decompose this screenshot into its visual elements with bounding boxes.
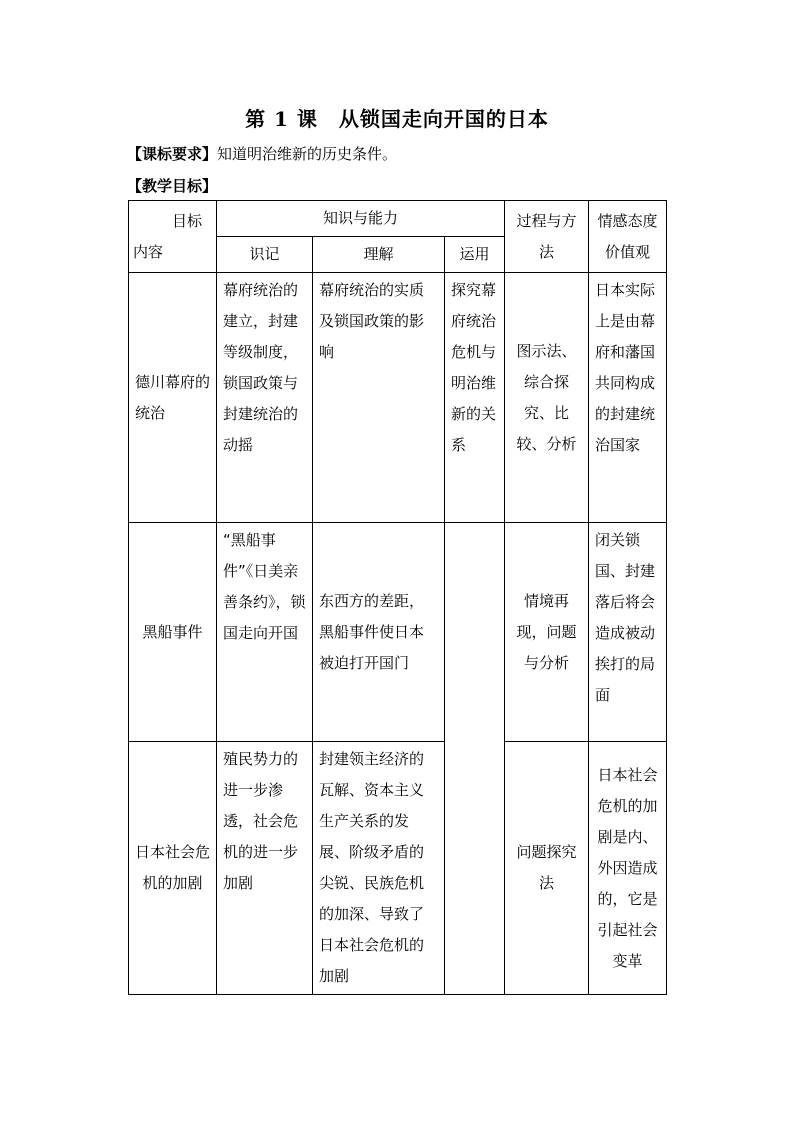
row-apply-empty	[445, 742, 505, 995]
curriculum-standard-text: 知道明治维新的历史条件。	[217, 145, 398, 163]
curriculum-standard	[127, 143, 397, 164]
row-content: 黑船事件	[129, 523, 217, 742]
row-process: 图示法、综合探究、比较、分析	[505, 273, 589, 523]
page-title: 第 1 课 从锁国走向开国的日本	[245, 107, 549, 131]
objectives-table	[128, 200, 667, 995]
row-process: 问题探究法	[505, 742, 589, 995]
row-content: 日本社会危机的加剧	[129, 742, 217, 995]
header-row-1	[129, 201, 667, 237]
row-understand: 幕府统治的实质及锁国政策的影响	[313, 273, 445, 523]
row-apply-empty	[445, 523, 505, 742]
row-content: 德川幕府的统治	[129, 273, 217, 523]
row-process: 情境再现，问题与分析	[505, 523, 589, 742]
curriculum-standard-label: 【课标要求】	[127, 145, 218, 163]
table-row	[129, 742, 667, 995]
row-emotion: 日本社会危机的加剧是内、外因造成的，它是引起社会变革	[589, 742, 667, 995]
table-row	[129, 273, 667, 523]
row-recall: 幕府统治的建立，封建等级制度，锁国政策与封建统治的动摇	[217, 273, 313, 523]
header-process-method: 过程与方法	[505, 201, 589, 273]
row-understand: 封建领主经济的瓦解、资本主义生产关系的发展、阶级矛盾的尖锐、民族危机的加深、导致了日本社会危机的加剧	[313, 742, 445, 995]
header-recall: 识记	[217, 237, 313, 273]
row-recall: 殖民势力的进一步渗透，社会危机的进一步加剧	[217, 742, 313, 995]
header-apply: 运用	[445, 237, 505, 273]
teaching-objectives-heading	[127, 175, 217, 196]
row-emotion: 日本实际上是由幕府和藩国共同构成的封建统治国家	[589, 273, 667, 523]
table-row	[129, 523, 667, 742]
row-understand: 东西方的差距，黑船事件使日本被迫打开国门	[313, 523, 445, 742]
teaching-objectives-label: 【教学目标】	[127, 177, 218, 195]
row-emotion: 闭关锁国、封建落后将会造成被动挨打的局面	[589, 523, 667, 742]
header-knowledge-ability: 知识与能力	[217, 201, 505, 237]
row-recall: “黑船事件”《日美亲善条约》，锁国走向开国	[217, 523, 313, 742]
header-target-content	[129, 201, 217, 273]
header-emotion-values: 情感态度价值观	[589, 201, 667, 273]
header-understand: 理解	[313, 237, 445, 273]
header-target: 目标	[171, 211, 202, 230]
row-apply: 探究幕府统治危机与明治维新的关系	[445, 273, 505, 523]
header-content: 内容	[133, 242, 164, 261]
